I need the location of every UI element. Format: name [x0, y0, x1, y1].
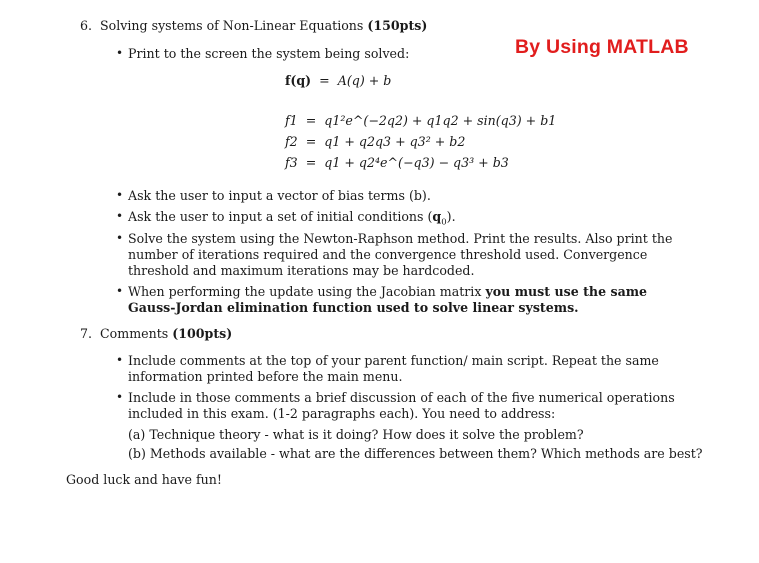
bullet-initial-suffix: ). [446, 209, 456, 224]
bullet-icon: • [116, 353, 124, 367]
equation-f1-lhs: f1 [285, 113, 298, 128]
bullet-icon: • [116, 390, 124, 404]
system-equation-lhs: f(q) [285, 73, 312, 88]
matlab-overlay-label: By Using MATLAB [515, 36, 689, 58]
sub-item-b [128, 446, 703, 462]
equation-f2-rhs: q1 + q2q3 + q3² + b2 [324, 134, 466, 149]
equation-f2: f2 = q1 + q2q3 + q3² + b2 [285, 134, 466, 149]
section-6-number: 6. [80, 18, 93, 33]
bullet-icon: • [116, 231, 124, 245]
equation-f1: f1 = q1²e^(−2q2) + q1q2 + sin(q3) + b1 [285, 113, 557, 128]
sub-item-a [128, 427, 584, 443]
section-7-points: (100pts) [172, 326, 233, 341]
equation-f3-lhs: f3 [285, 155, 298, 170]
bullet-bias-terms: Ask the user to input a vector of bias terms (b). [128, 188, 431, 203]
sub-item-text: Technique theory - what is it doing? How does it solve the problem? [149, 427, 584, 442]
initial-conditions-var: q [432, 209, 442, 224]
bullet-icon: • [116, 209, 124, 223]
equation-f3: f3 = q1 + q2⁴e^(−q3) − q3³ + b3 [285, 155, 509, 170]
equation-f2-lhs: f2 [285, 134, 298, 149]
bullet-jacobian-update [128, 284, 696, 316]
system-equation-rhs: A(q) + b [337, 73, 392, 88]
bullet-newton-raphson: Solve the system using the Newton-Raphson method. Print the results. Also print the number of iterations required and the convergence threshold used. Convergence threshold and maximum iterations may be hardcoded. [128, 231, 673, 278]
bullet-update-bold: you must use the same Gauss-Jordan elimination function used to solve linear systems. [128, 284, 648, 315]
equation-f3-rhs: q1 + q2⁴e^(−q3) − q3³ + b3 [324, 155, 509, 170]
bullet-initial-conditions [128, 209, 456, 228]
sub-item-text: Methods available - what are the differences between them? Which methods are best? [149, 446, 703, 461]
section-6-heading [80, 18, 427, 34]
section-6-title: Solving systems of Non-Linear Equations [100, 18, 364, 33]
section-7-title: Comments [100, 326, 169, 341]
bullet-discussion: Include in those comments a brief discussion of each of the five numerical operations included in this exam. (1-2 paragraphs each). You need to address: [128, 390, 675, 421]
section-7-heading [80, 326, 232, 342]
system-equation [285, 73, 391, 88]
sub-item-label: (b) [128, 446, 146, 461]
section-6-points: (150pts) [367, 18, 428, 33]
closing-text: Good luck and have fun! [66, 472, 222, 487]
bullet-include-comments: Include comments at the top of your parent function/ main script. Repeat the same information printed before the main menu. [128, 353, 659, 384]
bullet-update-plain: When performing the update using the Jacobian matrix [128, 284, 486, 299]
bullet-initial-prefix: Ask the user to input a set of initial conditions ( [128, 209, 433, 224]
bullet-icon: • [116, 188, 124, 202]
bullet-icon: • [116, 284, 124, 298]
section-7-number: 7. [80, 326, 93, 341]
system-equation-equals: = [319, 73, 330, 88]
bullet-icon: • [116, 46, 124, 60]
sub-item-label: (a) [128, 427, 146, 442]
equation-f1-rhs: q1²e^(−2q2) + q1q2 + sin(q3) + b1 [324, 113, 557, 128]
initial-conditions-sub: 0 [441, 217, 447, 228]
bullet-print-system: Print to the screen the system being solved: [128, 46, 410, 61]
